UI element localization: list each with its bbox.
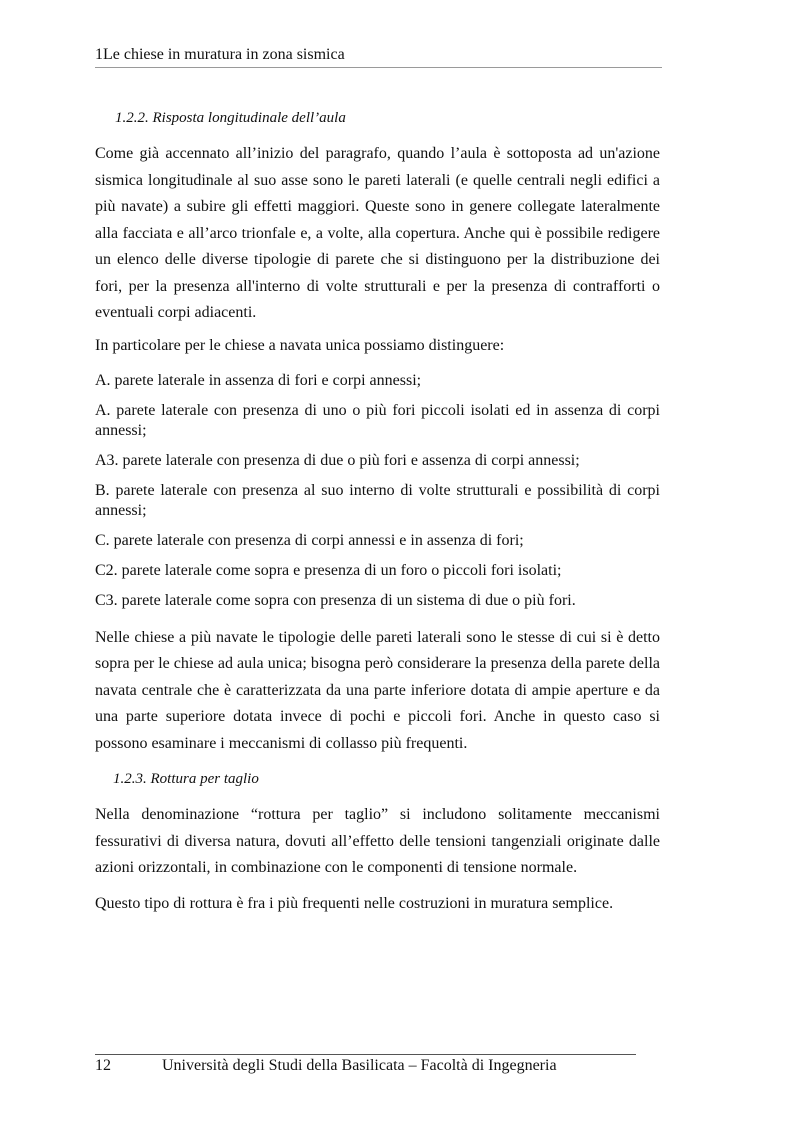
paragraph: Nella denominazione “rottura per taglio” si includono solitamente meccanismi fessurativi di diversa natura, dovuti all’effetto delle tensioni tangenziali originate dalle azioni orizzontali, in combinazione con le componenti di tensione normale.	[95, 806, 660, 876]
page-number: 12	[95, 1057, 111, 1074]
list-item: A. parete laterale con presenza di uno o più fori piccoli isolati ed in assenza di corpi annessi;	[95, 401, 660, 439]
page-body	[95, 110, 660, 926]
header-title: 1Le chiese in muratura in zona sismica	[95, 46, 345, 63]
paragraph: Nelle chiese a più navate le tipologie delle pareti laterali sono le stesse di cui si è detto sopra per le chiese ad aula unica; bisogna però considerare la presenza della parete della navata centrale che è caratterizzata da una parte inferiore dotata di ampie aperture e da una parte superiore dotata invece di pochi e piccoli fori. Anche in questo caso si possono esaminare i meccanismi di collasso più frequenti.	[95, 628, 660, 752]
list-item: B. parete laterale con presenza al suo interno di volte strutturali e possibilità di corpi annessi;	[95, 481, 660, 519]
footer-divider	[95, 1054, 636, 1055]
list-item: C. parete laterale con presenza di corpi annessi e in assenza di fori;	[95, 531, 524, 549]
page-header	[95, 46, 662, 68]
list-item: C2. parete laterale come sopra e presenza di un foro o piccoli fori isolati;	[95, 561, 562, 579]
section-heading-1-2-2: 1.2.2. Risposta longitudinale dell’aula	[115, 110, 346, 126]
paragraph-intro: In particolare per le chiese a navata unica possiamo distinguere:	[95, 336, 505, 354]
list-item: A. parete laterale in assenza di fori e corpi annessi;	[95, 371, 422, 389]
section-heading-1-2-3: 1.2.3. Rottura per taglio	[113, 771, 259, 787]
paragraph: Come già accennato all’inizio del paragrafo, quando l’aula è sottoposta ad un'azione sismica longitudinale al suo asse sono le pareti laterali (e quelle centrali negli edifici a più navate) a subire gli effetti maggiori. Queste sono in genere collegate lateralmente alla facciata e all’arco trionfale e, a volte, alla copertura. Anche qui è possibile redigere un elenco delle diverse tipologie di parete che si distinguono per la distribuzione dei fori, per la presenza all'interno di volte strutturali e per la presenza di contrafforti o eventuali corpi adiacenti.	[95, 145, 660, 321]
list-item: A3. parete laterale con presenza di due o più fori e assenza di corpi annessi;	[95, 451, 580, 469]
paragraph: Questo tipo di rottura è fra i più frequenti nelle costruzioni in muratura semplice.	[95, 894, 614, 912]
wall-type-list	[95, 371, 660, 611]
list-item: C3. parete laterale come sopra con presenza di un sistema di due o più fori.	[95, 591, 576, 609]
footer-institution: Università degli Studi della Basilicata – Facoltà di Ingegneria	[162, 1057, 557, 1074]
